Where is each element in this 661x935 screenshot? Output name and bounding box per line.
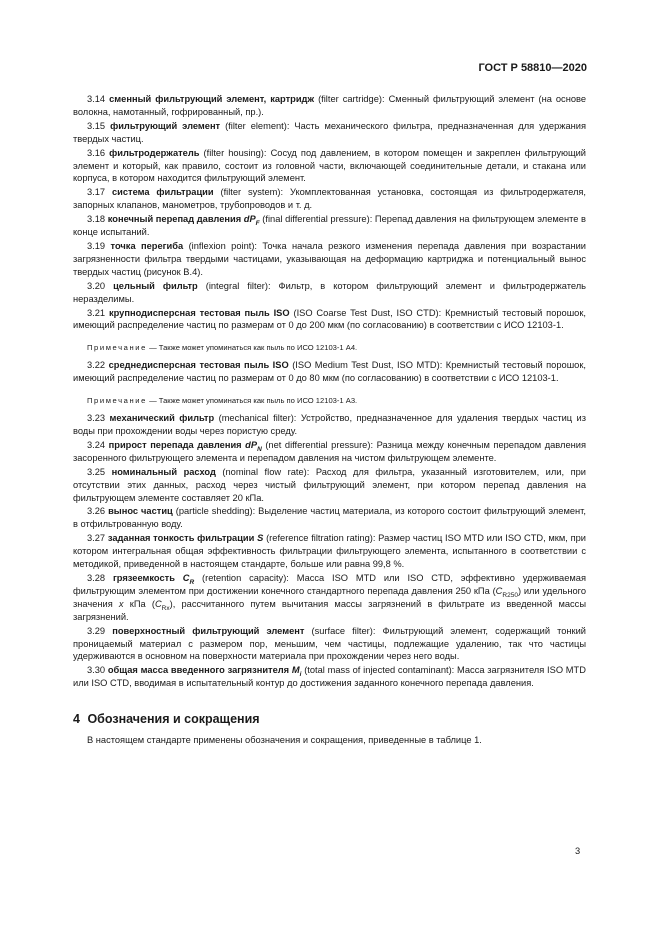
term-3-17: 3.17 система фильтрации (filter system): Укомплектованная установка, состоящая из фильтродержателя, запорных клапанов, манометров, трубопроводов и т. д. bbox=[73, 187, 586, 211]
term-3-29: 3.29 поверхностный фильтрующий элемент (surface filter): Фильтрующий элемент, содержащий тонкий проницаемый материал с размером пор, меньшим, чем частицы, подлежащие удалению, так что частицы удерживаются в основном на поверхности материала при прохождении через него воды. bbox=[73, 625, 587, 662]
term-3-16: 3.16 фильтродержатель (filter housing): Сосуд под давлением, в котором помещен и закреплен фильтрующий элемент и который, как правило, состоит из головной части, включающей соединительные детали, и стакана или корпуса, в котором находится фильтрующий элемент. bbox=[73, 147, 586, 184]
note-2: Примечание — Также может упоминаться как пыль по ИСО 12103-1 А3. bbox=[87, 396, 358, 406]
page-number: 3 bbox=[575, 846, 581, 856]
term-3-22: 3.22 среднедисперсная тестовая пыль ISO (ISO Medium Test Dust, ISO MTD): Кремнистый тестовый порошок, имеющий распределение частиц по размерам от 0 до 80 мкм (по согласованию) в соответствии с ИСО 12103-1. bbox=[73, 360, 586, 384]
term-3-25: 3.25 номинальный расход (nominal flow rate): Расход для фильтра, указанный изготовителем, или, при отсутствии этих данных, расход через чистый фильтрующий элемент, при котором перепад давления на фильтрующем элементе составляет 20 кПа. bbox=[73, 466, 586, 503]
term-3-27: 3.27 заданная тонкость фильтрации S (reference filtration rating): Размер частиц ISO MTD или ISO CTD, мкм, при котором интегральная общая эффективность фильтрации фильтрующего элемента, испытанного в соответствии с методикой, приведенной в настоящем стандарте, больше или равна 99,8 %. bbox=[73, 533, 586, 570]
section-text: В настоящем стандарте применены обозначения и сокращения, приведенные в таблице 1. bbox=[87, 735, 482, 746]
term-3-20: 3.20 цельный фильтр (integral filter): Фильтр, в котором фильтрующий элемент и фильтродержатель неразделимы. bbox=[73, 280, 586, 304]
term-3-15: 3.15 фильтрующий элемент (filter element): Часть механического фильтра, предназначенная для удержания твердых частиц. bbox=[73, 120, 586, 144]
term-3-24: 3.24 прирост перепада давления $dP_N$ (net differential pressure): Разница между конечным перепадом давления засоренного фильтрующего элемента и перепадом давления на чистом фильтрующем элементе. bbox=[73, 439, 586, 463]
term-3-23: 3.23 механический фильтр (mechanical filter): Устройство, предназначенное для удаления твердых частиц из воды при прохождении воды через пористую среду. bbox=[73, 413, 587, 437]
document-body bbox=[73, 93, 586, 748]
note-1: Примечание — Также может упоминаться как пыль по ИСО 12103-1 А4. bbox=[87, 343, 358, 353]
term-3-21: 3.21 крупнодисперсная тестовая пыль ISO (ISO Coarse Test Dust, ISO CTD): Кремнистый тестовый порошок, имеющий распределение частиц по размерам от 0 до 200 мкм (по согласованию) в соответствии с ИСО 12103-1. bbox=[73, 307, 586, 331]
term-3-30: 3.30 общая масса введенного загрязнителя $M_i$ (total mass of injected contaminant): Масса загрязнителя ISO MTD или ISO CTD, вводимая в испытательный контур до достижения заданного конечного перепада давления. bbox=[73, 665, 586, 689]
section-heading: 4 Обозначения и сокращения bbox=[73, 712, 260, 727]
term-3-26: 3.26 вынос частиц (particle shedding): Выделение частиц материала, из которого состоит фильтрующий элемент, в отфильтрованную воду. bbox=[73, 506, 586, 530]
standard-header: ГОСТ Р 58810—2020 bbox=[478, 62, 587, 74]
term-3-14: 3.14 сменный фильтрующий элемент, картридж (filter cartridge): Сменный фильтрующий элемент (на основе волокна, намотанный, гофрированный, пр.). bbox=[73, 94, 587, 117]
term-3-18: 3.18 конечный перепад давления $dP_F$ (final differential pressure): Перепад давления на фильтрующем элементе в конце испытаний. bbox=[73, 214, 586, 238]
term-3-19: 3.19 точка перегиба (inflexion point): Точка начала резкого изменения перепада давления при возрастании загрязненности фильтра твердыми частицами, указывающая на деформацию картриджа и потенциальный вынос твердых частиц (рисунок В.4). bbox=[73, 240, 586, 277]
term-3-28: 3.28 грязеемкость $C_R$ (retention capacity): Масса ISO MTD или ISO CTD, эффективно удерживаемая фильтрующим элементом при достижении конечного стандартного перепада давления 250 кПа $(C_{R250})$ или удельного значения x кПа $(C_{Rx})$, рассчитанного путем вычитания массы загрязнений в фильтрате из введенной массы загрязнений. bbox=[73, 573, 587, 622]
